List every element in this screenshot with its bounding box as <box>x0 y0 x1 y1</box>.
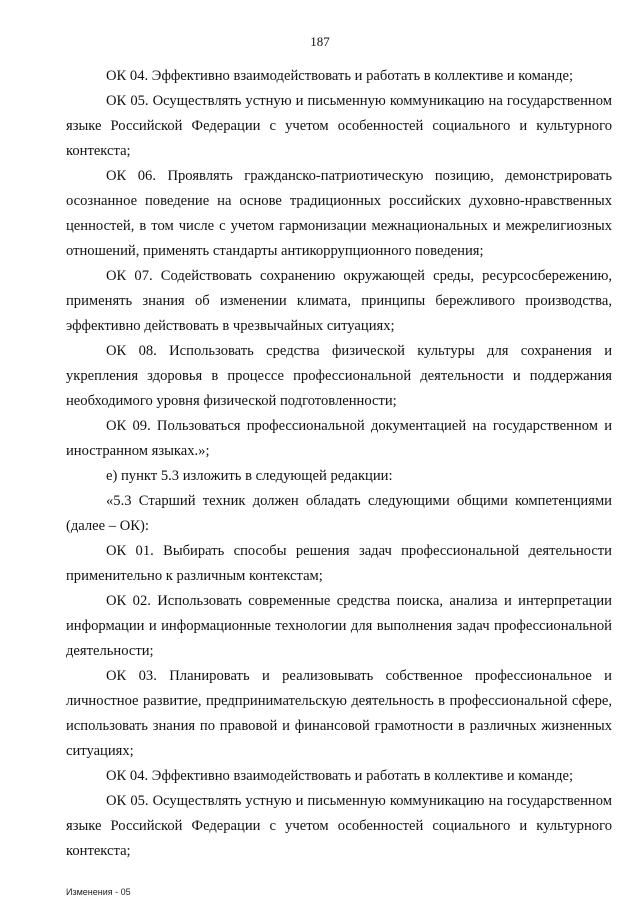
page-number: 187 <box>310 34 330 49</box>
paragraph-ok-07: ОК 07. Содействовать сохранению окружающей среды, ресурсосбережению, применять знания об изменении климата, принципы бережливого производства, эффективно действовать в чрезвычайных ситуациях; <box>66 268 612 334</box>
paragraph-clause-5-3: «5.3 Старший техник должен обладать следующими общими компетенциями (далее – ОК): <box>66 493 612 534</box>
paragraph-amendment-e: е) пункт 5.3 изложить в следующей редакции: <box>106 468 393 484</box>
paragraph-ok-01: ОК 01. Выбирать способы решения задач профессиональной деятельности применительно к различным контекстам; <box>66 543 612 584</box>
paragraph-ok-08: ОК 08. Использовать средства физической культуры для сохранения и укрепления здоровья в процессе профессиональной деятельности и поддержания необходимого уровня физической подготовленности; <box>66 343 612 409</box>
paragraph-ok-04-repeat: ОК 04. Эффективно взаимодействовать и работать в коллективе и команде; <box>106 768 574 784</box>
paragraph-ok-09: ОК 09. Пользоваться профессиональной документацией на государственном и иностранном языках.»; <box>66 418 612 459</box>
paragraph-ok-02: ОК 02. Использовать современные средства поиска, анализа и интерпретации информации и информационные технологии для выполнения задач профессиональной деятельности; <box>66 593 612 659</box>
paragraph-ok-03: ОК 03. Планировать и реализовывать собственное профессиональное и личностное развитие, предпринимательскую деятельность в профессиональной сфере, использовать знания по правовой и финансовой грамотности в различных жизненных ситуациях; <box>66 668 612 759</box>
footer-revision-note: Изменения - 05 <box>66 887 131 897</box>
paragraph-ok-05-repeat: ОК 05. Осуществлять устную и письменную коммуникацию на государственном языке Российской Федерации с учетом особенностей социального и культурного контекста; <box>66 793 612 859</box>
document-body <box>66 64 612 864</box>
paragraph-ok-06: ОК 06. Проявлять гражданско-патриотическую позицию, демонстрировать осознанное поведение на основе традиционных российских духовно-нравственных ценностей, в том числе с учетом гармонизации межнациональных и межрелигиозных отношений, применять стандарты антикоррупционного поведения; <box>66 168 612 259</box>
paragraph-ok-05: ОК 05. Осуществлять устную и письменную коммуникацию на государственном языке Российской Федерации с учетом особенностей социального и культурного контекста; <box>66 93 612 159</box>
paragraph-ok-04: ОК 04. Эффективно взаимодействовать и работать в коллективе и команде; <box>106 68 574 84</box>
